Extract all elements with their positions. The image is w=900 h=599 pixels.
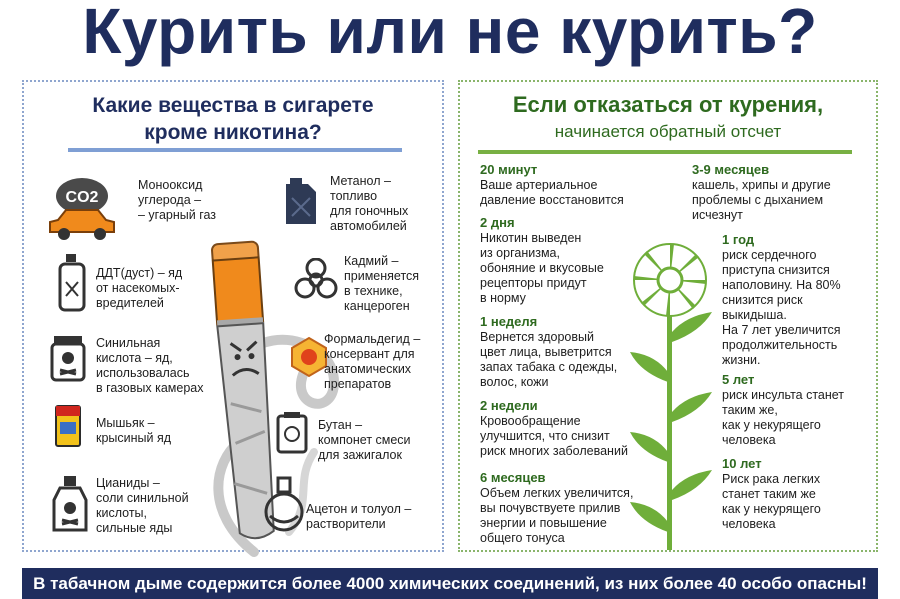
substance-methanol-text: Метанол – топливо для гоночных автомобилей: [330, 174, 409, 233]
timeline-text: Никотин выведен из организма, обоняние и вкусовые рецепторы придут в норму: [480, 231, 604, 305]
timeline-item: [722, 232, 841, 368]
timeline-time: 6 месяцев: [480, 470, 546, 485]
flask-icon: [262, 476, 306, 534]
timeline-text: кашель, хрипы и другие проблемы с дыханием исчезнут: [692, 178, 831, 222]
timeline-text: риск сердечного приступа снизится наполовину. На 80% снизится риск выкидыша. На 7 лет увеличится продолжительность жизни.: [722, 248, 841, 367]
svg-text:CO2: CO2: [65, 189, 99, 206]
substance-ddt-text: ДДТ(дуст) – яд от насекомых- вредителей: [96, 266, 183, 310]
poison-bottle-icon: [50, 474, 90, 534]
butane-can-icon: [274, 410, 310, 454]
substances-heading-line1: Какие вещества в сигарете: [92, 94, 374, 117]
timeline-item: [480, 398, 628, 459]
jerrycan-icon: [280, 176, 320, 226]
timeline-time: 2 дня: [480, 215, 515, 230]
footer-banner: В табачном дыме содержится более 4000 химических соединений, из них более 40 особо опасны!: [22, 568, 878, 599]
benefits-heading: Если отказаться от курения,: [512, 92, 824, 117]
timeline-text: Ваше артериальное давление восстановится: [480, 178, 624, 207]
co2-car-icon: [44, 176, 120, 242]
substance-formaldehyde-text: Формальдегид – консервант для анатомических препаратов: [324, 332, 421, 391]
substance-hcn-text: Синильная кислота – яд, использовалась в газовых камерах: [96, 336, 204, 395]
substances-heading: [24, 92, 442, 146]
substance-solvents-text: Ацетон и толуол – растворители: [306, 502, 412, 531]
substances-panel: [22, 80, 444, 552]
divider: [478, 150, 852, 154]
timeline-time: 3-9 месяцев: [692, 162, 770, 177]
spray-can-icon: [54, 252, 90, 312]
substance-butane-text: Бутан – компонет смеси для зажигалок: [318, 418, 411, 462]
timeline-item: [480, 162, 624, 208]
timeline-item: [722, 456, 821, 532]
timeline-item: [722, 372, 844, 448]
poison-jar-icon: [48, 334, 88, 382]
timeline-item: [692, 162, 831, 223]
substance-cyanide-text: Цианиды – соли синильной кислоты, сильные яды: [96, 476, 189, 535]
substances-heading-line2: кроме никотина?: [144, 121, 322, 144]
timeline-item: [480, 314, 617, 390]
timeline-text: риск инсульта станет таким же, как у некурящего человека: [722, 388, 845, 447]
benefits-subheading: начинается обратный отсчет: [554, 122, 782, 141]
page-title: Курить или не курить?: [82, 0, 818, 67]
timeline-time: 20 минут: [480, 162, 538, 177]
timeline-item: [480, 470, 633, 546]
timeline-item: [480, 215, 604, 306]
timeline-time: 2 недели: [480, 398, 538, 413]
timeline-text: Объем легких увеличится, вы почувствуете прилив энергии и повышение общего тонуса: [480, 486, 634, 545]
benefits-panel: [458, 80, 878, 552]
flower-icon: [620, 232, 720, 552]
timeline-text: Вернется здоровый цвет лица, выветрится запах табака с одежды, волос, кожи: [480, 330, 618, 389]
substance-arsenic-text: Мышьяк – крысиный яд: [96, 416, 172, 445]
biohazard-icon: [294, 258, 338, 302]
timeline-time: 1 неделя: [480, 314, 538, 329]
timeline-text: Риск рака легких станет таким же как у некурящего человека: [722, 472, 821, 531]
rat-poison-icon: [54, 404, 82, 448]
substance-cadmium-text: Кадмий – применяется в технике, канцероген: [344, 254, 420, 313]
timeline-time: 1 год: [722, 232, 755, 247]
divider: [68, 148, 402, 152]
substance-co-text: Монооксид углерода – – угарный газ: [138, 178, 217, 222]
timeline-time: 5 лет: [722, 372, 755, 387]
timeline-text: Кровообращение улучшится, что снизит риск многих заболеваний: [480, 414, 628, 458]
timeline-time: 10 лет: [722, 456, 762, 471]
